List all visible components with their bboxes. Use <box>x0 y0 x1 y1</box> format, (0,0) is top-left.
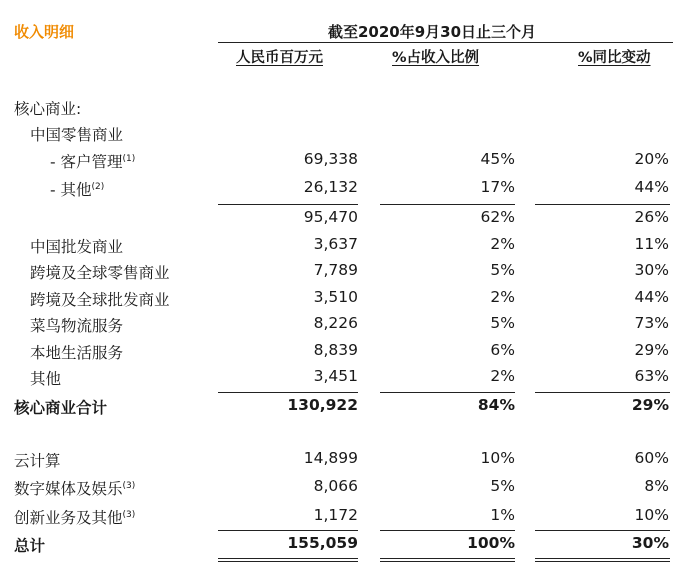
row-label: 核心商业合计 <box>14 399 108 417</box>
yoy-cell: 29% <box>631 396 669 414</box>
table-row <box>0 314 681 340</box>
total-rule-pct <box>380 392 515 393</box>
header-rule <box>218 42 673 43</box>
table-row <box>0 449 681 475</box>
pct-cell: 45% <box>480 150 515 168</box>
yoy-cell: 29% <box>634 341 669 359</box>
yoy-cell: 73% <box>634 314 669 332</box>
pct-cell: 5% <box>490 261 515 279</box>
column-header-pct: %占收入比例 <box>392 50 480 66</box>
yoy-cell: 30% <box>631 534 669 552</box>
table-row <box>0 123 681 149</box>
footnote-mark: (3) <box>122 510 136 520</box>
yoy-cell: 10% <box>634 506 669 524</box>
yoy-cell: 63% <box>634 367 669 385</box>
subtotal-rule-yoy <box>535 204 670 205</box>
yoy-cell: 30% <box>634 261 669 279</box>
table-row <box>0 341 681 367</box>
pct-cell: 6% <box>490 341 515 359</box>
amount-cell: 3,510 <box>313 288 358 306</box>
pct-cell: 5% <box>490 477 515 495</box>
total-rule-yoy <box>535 392 670 393</box>
yoy-cell: 60% <box>634 449 669 467</box>
table-row <box>0 97 681 123</box>
double-rule-amount-2 <box>218 561 358 562</box>
subtotal-rule-amount <box>218 204 358 205</box>
pct-cell: 2% <box>490 235 515 253</box>
footnote-mark: (1) <box>122 154 136 164</box>
row-label: 本地生活服务 <box>30 344 124 362</box>
yoy-cell: 44% <box>634 288 669 306</box>
yoy-cell: 20% <box>634 150 669 168</box>
amount-cell: 3,637 <box>313 235 358 253</box>
pct-cell: 2% <box>490 367 515 385</box>
table-row <box>0 477 681 503</box>
row-label: 云计算 <box>14 452 61 470</box>
table-row <box>0 235 681 261</box>
double-rule-yoy-2 <box>535 561 670 562</box>
amount-cell: 69,338 <box>303 150 358 168</box>
row-label: 跨境及全球批发商业 <box>30 291 170 309</box>
amount-cell: 130,922 <box>287 396 358 414</box>
table-row <box>0 396 681 422</box>
row-label: 跨境及全球零售商业 <box>30 264 170 282</box>
table-row <box>0 534 681 560</box>
double-rule-pct-1 <box>380 558 515 559</box>
amount-cell: 26,132 <box>303 178 358 196</box>
table-row <box>0 261 681 287</box>
footnote-mark: (3) <box>122 481 136 491</box>
amount-cell: 155,059 <box>287 534 358 552</box>
amount-cell: 95,470 <box>303 208 358 226</box>
pct-cell: 5% <box>490 314 515 332</box>
amount-cell: 8,226 <box>313 314 358 332</box>
row-label: 数字媒体及娱乐$^{(3)}$ <box>14 480 136 498</box>
amount-cell: 14,899 <box>303 449 358 467</box>
amount-cell: 3,451 <box>313 367 358 385</box>
table-row <box>0 208 681 234</box>
pct-cell: 17% <box>480 178 515 196</box>
grand-total-rule-yoy <box>535 530 670 531</box>
row-label: 创新业务及其他$^{(3)}$ <box>14 509 136 527</box>
pct-cell: 62% <box>480 208 515 226</box>
row-label: 核心商业: <box>14 100 82 118</box>
table-title: 收入明细 <box>14 23 75 41</box>
period-header: 截至2020年9月30日止三个月 <box>328 23 537 41</box>
row-label: 其他 <box>30 370 62 388</box>
amount-cell: 1,172 <box>313 506 358 524</box>
row-label: - 客户管理$^{(1)}$ <box>50 153 136 171</box>
pct-cell: 2% <box>490 288 515 306</box>
total-rule-amount <box>218 392 358 393</box>
table-row <box>0 288 681 314</box>
row-label: 总计 <box>14 537 46 555</box>
double-rule-amount-1 <box>218 558 358 559</box>
row-label: - 其他$^{(2)}$ <box>50 181 105 199</box>
table-row <box>0 178 681 204</box>
table-row <box>0 506 681 532</box>
amount-cell: 7,789 <box>313 261 358 279</box>
pct-cell: 100% <box>467 534 515 552</box>
subtotal-rule-pct <box>380 204 515 205</box>
yoy-cell: 8% <box>644 477 669 495</box>
row-label: 中国零售商业 <box>30 126 124 144</box>
yoy-cell: 26% <box>634 208 669 226</box>
table-row <box>0 367 681 393</box>
row-label: 菜鸟物流服务 <box>30 317 124 335</box>
pct-cell: 84% <box>477 396 515 414</box>
pct-cell: 10% <box>480 449 515 467</box>
column-header-amount: 人民币百万元 <box>236 50 323 66</box>
yoy-cell: 11% <box>634 235 669 253</box>
amount-cell: 8,066 <box>313 477 358 495</box>
row-label: 中国批发商业 <box>30 238 124 256</box>
column-header-yoy: %同比变动 <box>578 50 651 66</box>
table-row <box>0 150 681 176</box>
footnote-mark: (2) <box>91 182 105 192</box>
grand-total-rule-pct <box>380 530 515 531</box>
amount-cell: 8,839 <box>313 341 358 359</box>
double-rule-pct-2 <box>380 561 515 562</box>
grand-total-rule-amount <box>218 530 358 531</box>
pct-cell: 1% <box>490 506 515 524</box>
yoy-cell: 44% <box>634 178 669 196</box>
double-rule-yoy-1 <box>535 558 670 559</box>
